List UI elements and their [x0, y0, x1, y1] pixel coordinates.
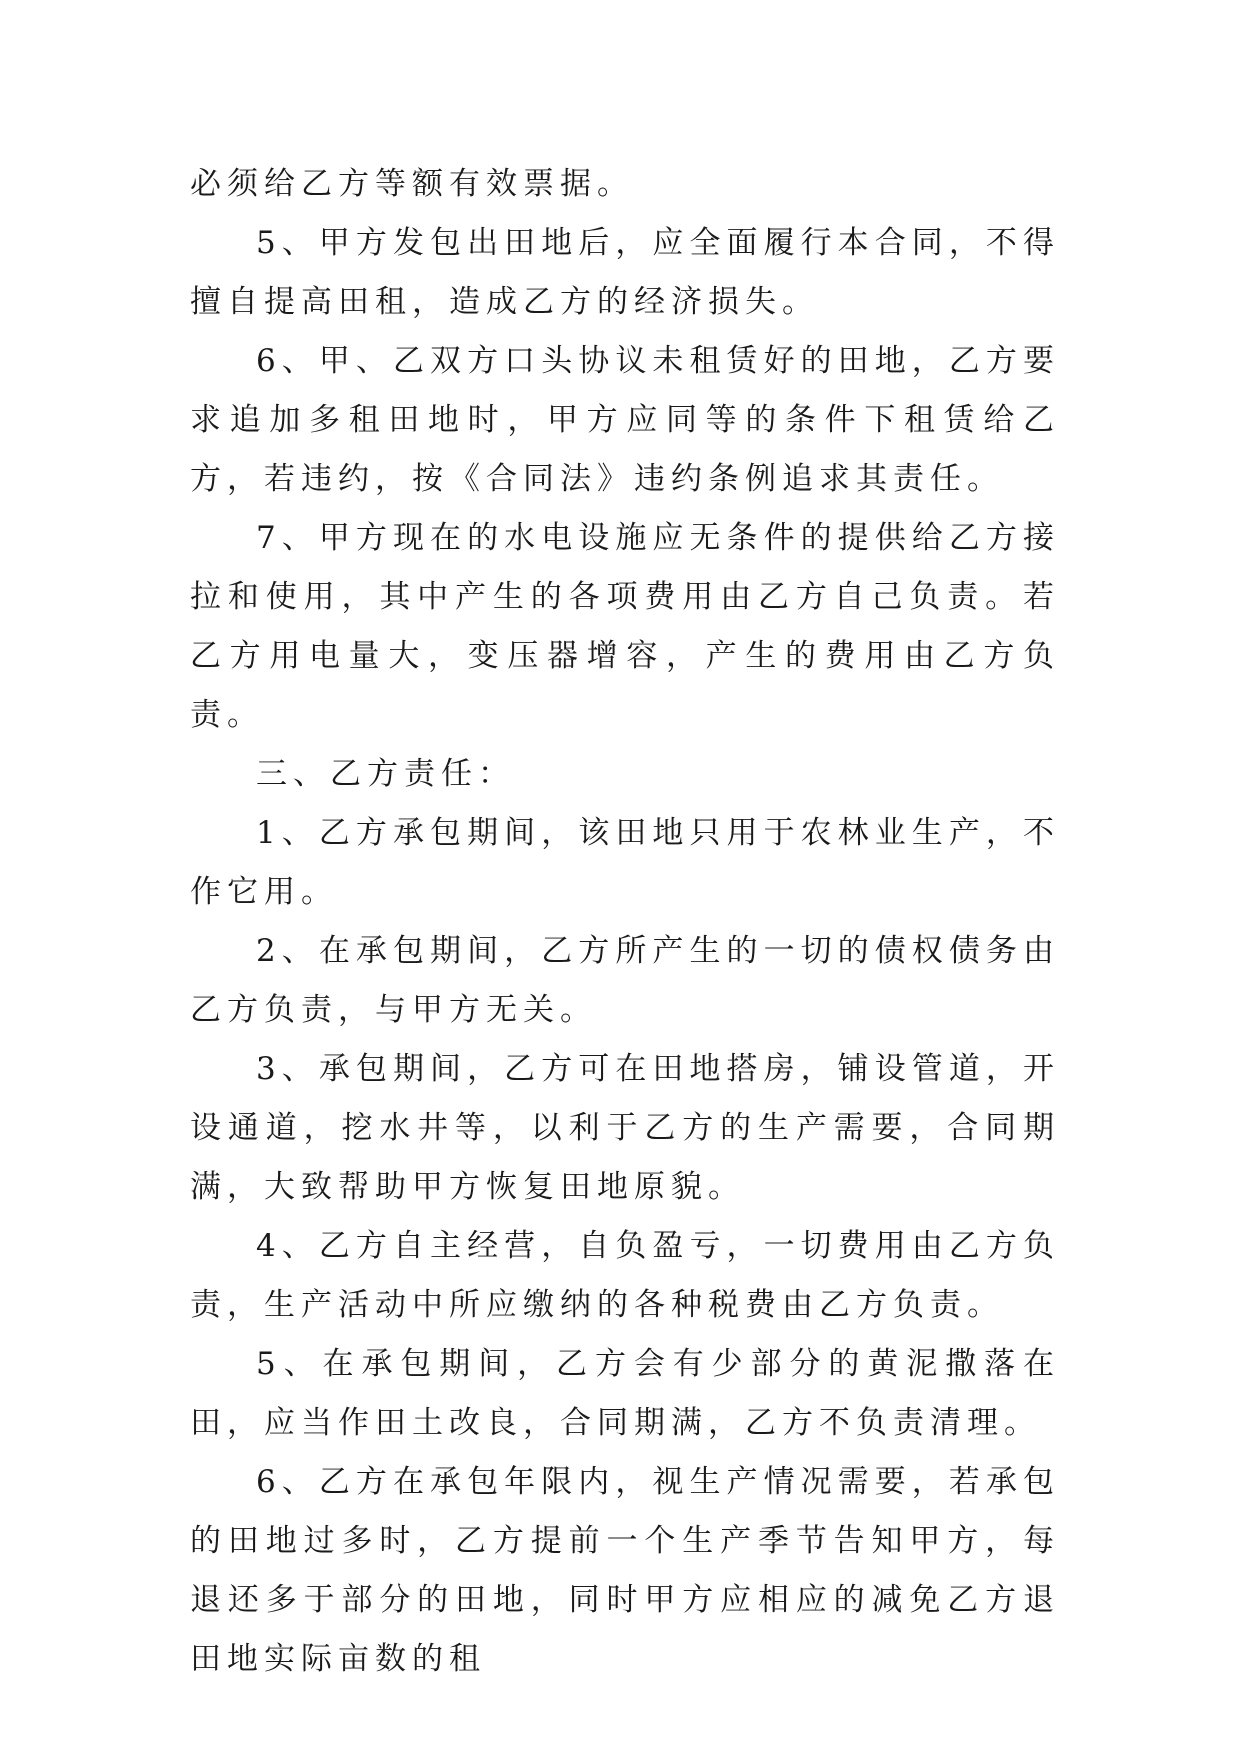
- paragraph-party-a-item-7: 7、甲方现在的水电设施应无条件的提供给乙方接拉和使用，其中产生的各项费用由乙方自己负责。若乙方用电量大，变压器增容，产生的费用由乙方负责。: [190, 520, 1060, 733]
- paragraph-party-b-item-3: 3、承包期间，乙方可在田地搭房，铺设管道，开设通道，挖水井等，以利于乙方的生产需要，合同期满，大致帮助甲方恢复田地原貌。: [190, 1051, 1060, 1205]
- paragraph-party-b-item-1: 1、乙方承包期间，该田地只用于农林业生产，不作它用。: [190, 815, 1060, 910]
- paragraph-receipt-continuation: 必须给乙方等额有效票据。: [190, 166, 634, 202]
- paragraph-party-b-item-2: 2、在承包期间，乙方所产生的一切的债权债务由乙方负责，与甲方无关。: [190, 933, 1060, 1028]
- paragraph-party-b-item-5: 5、在承包期间，乙方会有少部分的黄泥撒落在田，应当作田土改良，合同期满，乙方不负责清理。: [190, 1346, 1060, 1441]
- paragraph-party-a-item-6: 6、甲、乙双方口头协议未租赁好的田地，乙方要求追加多租田地时，甲方应同等的条件下租赁给乙方，若违约，按《合同法》违约条例追求其责任。: [190, 343, 1060, 497]
- contract-body: [190, 155, 1060, 1689]
- paragraph-party-b-item-6: 6、乙方在承包年限内，视生产情况需要，若承包的田地过多时，乙方提前一个生产季节告知甲方，每退还多于部分的田地，同时甲方应相应的减免乙方退田地实际亩数的租: [190, 1464, 1060, 1677]
- paragraph-party-a-item-5: 5、甲方发包出田地后，应全面履行本合同，不得擅自提高田租，造成乙方的经济损失。: [190, 225, 1060, 320]
- section-heading-party-b-duties: 三、乙方责任：: [256, 756, 515, 792]
- paragraph-party-b-item-4: 4、乙方自主经营，自负盈亏，一切费用由乙方负责，生产活动中所应缴纳的各种税费由乙方负责。: [190, 1228, 1060, 1323]
